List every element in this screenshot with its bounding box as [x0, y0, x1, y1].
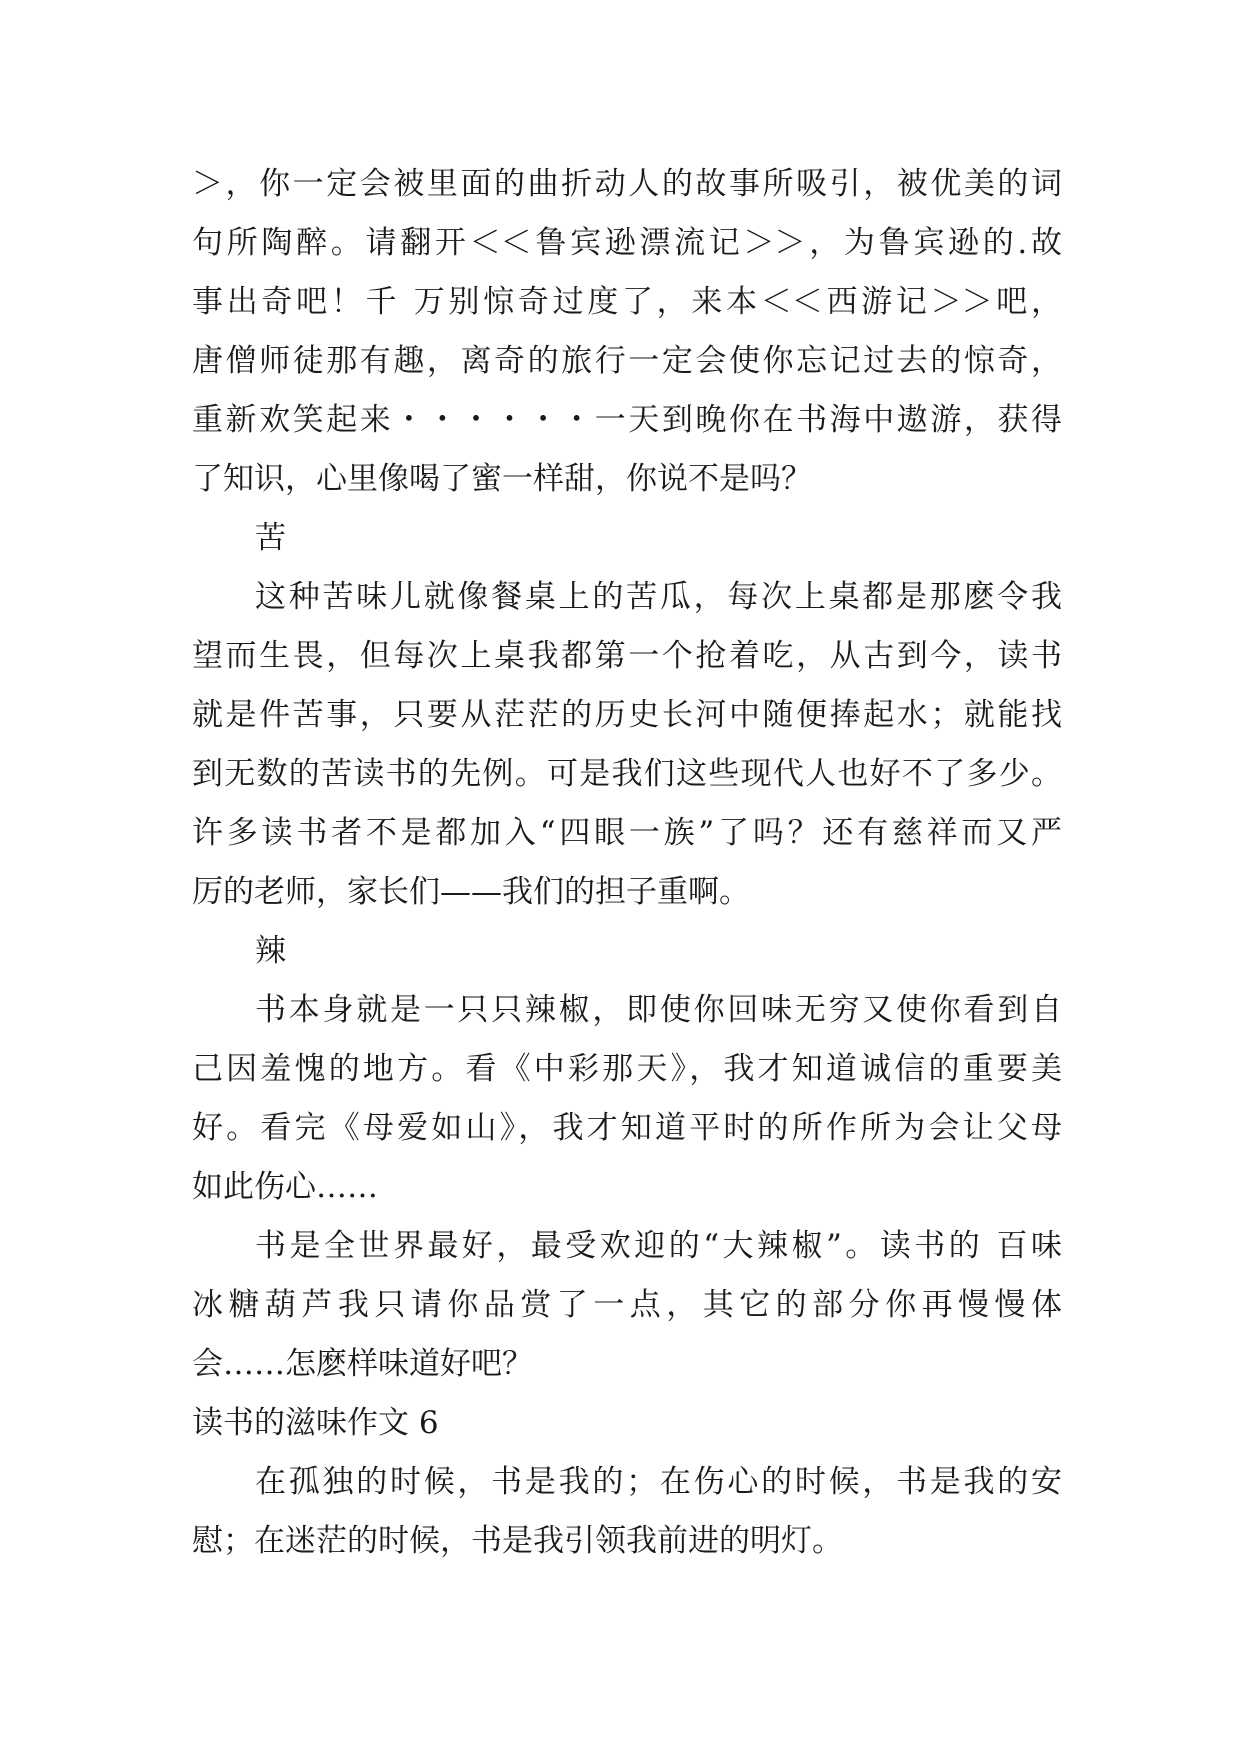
- paragraph-line: 就是件苦事，只要从茫茫的历史长河中随便捧起水；就能找: [192, 697, 1062, 733]
- paragraph-line: 厉的老师，家长们——我们的担子重啊。: [192, 874, 750, 910]
- paragraph-line: 冰糖葫芦我只请你品赏了一点，其它的部分你再慢慢体: [192, 1287, 1062, 1323]
- paragraph-line: 到无数的苦读书的先例。可是我们这些现代人也好不了多少。: [192, 756, 1062, 792]
- paragraph-line: 这种苦味儿就像餐桌上的苦瓜，每次上桌都是那麽令我: [255, 579, 1062, 615]
- essay-title: 读书的滋味作文 6: [192, 1405, 439, 1441]
- paragraph-line: 书是全世界最好，最受欢迎的“大辣椒”。读书的 百味: [255, 1228, 1062, 1264]
- paragraph-line: 会……怎麽样味道好吧？: [192, 1346, 533, 1382]
- paragraph-line: 唐僧师徒那有趣，离奇的旅行一定会使你忘记过去的惊奇，: [192, 343, 1062, 379]
- paragraph-line: 句所陶醉。请翻开＜＜鲁宾逊漂流记＞＞，为鲁宾逊的.故: [192, 225, 1062, 261]
- paragraph-line: 事出奇吧！千 万别惊奇过度了，来本＜＜西游记＞＞吧，: [192, 284, 1062, 320]
- paragraph-line: 好。看完《母爱如山》，我才知道平时的所作所为会让父母: [192, 1110, 1062, 1146]
- paragraph-line: 书本身就是一只只辣椒，即使你回味无穷又使你看到自: [255, 992, 1062, 1028]
- section-heading-bitter: 苦: [255, 520, 286, 556]
- paragraph-line: 望而生畏，但每次上桌我都第一个抢着吃，从古到今，读书: [192, 638, 1062, 674]
- paragraph-line: 慰；在迷茫的时候，书是我引领我前进的明灯。: [192, 1523, 843, 1559]
- section-heading-spicy: 辣: [255, 933, 286, 969]
- paragraph-line: 在孤独的时候，书是我的；在伤心的时候，书是我的安: [255, 1464, 1062, 1500]
- paragraph-line: 许多读书者不是都加入“四眼一族”了吗？还有慈祥而又严: [192, 815, 1062, 851]
- paragraph-line: 己因羞愧的地方。看《中彩那天》，我才知道诚信的重要美: [192, 1051, 1062, 1087]
- paragraph-line: 了知识，心里像喝了蜜一样甜，你说不是吗？: [192, 461, 812, 497]
- paragraph-line: ＞，你一定会被里面的曲折动人的故事所吸引，被优美的词: [192, 166, 1062, 202]
- paragraph-line: 如此伤心……: [192, 1169, 378, 1205]
- paragraph-line: 重新欢笑起来・・・・・・一天到晚你在书海中遨游，获得: [192, 402, 1062, 438]
